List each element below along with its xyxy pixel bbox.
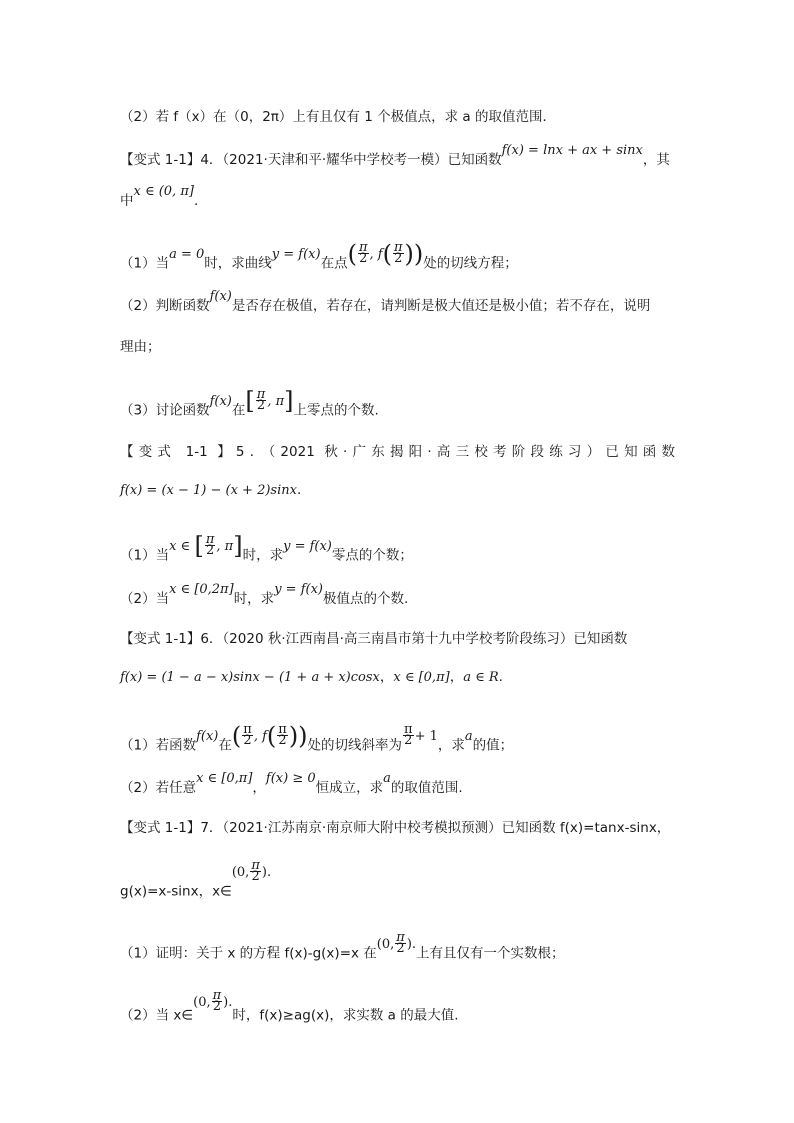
- text: g(x)=x-sinx，x∈: [120, 883, 232, 900]
- text: （2）若任意: [120, 780, 197, 796]
- text: （1）若函数: [120, 737, 197, 754]
- text: （3）讨论函数: [120, 402, 210, 419]
- pi: π: [358, 240, 368, 255]
- pi: π: [278, 722, 287, 737]
- two: 2: [278, 733, 287, 748]
- math-expression: y = f(x): [283, 538, 332, 554]
- pi: π: [404, 722, 413, 737]
- domain-expression: x ∈ (0, π]: [133, 184, 194, 199]
- text: 零点的个数；: [331, 547, 413, 564]
- text: 的值；: [472, 737, 514, 754]
- text: 时，求: [233, 591, 275, 607]
- problem-4-domain: [120, 184, 199, 212]
- text: 恒成立，求: [315, 780, 384, 796]
- text: 处的切线斜率为: [307, 737, 403, 754]
- problem-4-question-1: [120, 239, 518, 275]
- text: 上有且仅有一个实数根；: [416, 945, 565, 962]
- problem-4-tail: ，其: [642, 152, 670, 168]
- math-expression: f(x) = (1 − a − x)sinx − (1 + a + x)cosx: [120, 670, 380, 685]
- math-variable: a: [464, 728, 473, 744]
- math-expression: a ∈ R: [463, 670, 499, 685]
- math-expression: f(x): [209, 393, 232, 409]
- pi: π: [205, 532, 215, 547]
- math-expression: f(x) = (x − 1) − (x + 2)sinx: [120, 483, 297, 498]
- two: 2: [256, 398, 266, 413]
- pi: π: [396, 930, 405, 945]
- text: 中: [120, 193, 134, 209]
- plus-one: + 1: [414, 728, 438, 744]
- text: 在: [218, 737, 232, 754]
- problem-4-intro: 【变式 1-1】4．（2021·天津和平·耀华中学校考一模）已知函数: [120, 152, 502, 168]
- text: ，: [379, 669, 394, 685]
- interval-expression: (0, $\frac{\pi}{2}$ ).: [376, 930, 417, 956]
- pi: π: [256, 387, 266, 402]
- problem-4-function: f(x) = lnx + ax + sinx: [501, 143, 643, 158]
- problem-7-heading: 【变式 1-1】7．（2021·江苏南京·南京师大附中校考模拟预测）已知函数 f(x)=tanx-sinx，: [120, 820, 671, 836]
- problem-6-question-2: [120, 771, 463, 799]
- text: .: [193, 193, 199, 209]
- two: 2: [359, 251, 368, 266]
- problem-7-question-2: [120, 988, 459, 1027]
- text: 的取值范围.: [390, 780, 463, 796]
- problem-4-question-2: [120, 289, 651, 317]
- problem-5-question-2: [120, 582, 409, 610]
- problem-6-question-1: [120, 721, 514, 757]
- math-variable: a: [383, 771, 391, 786]
- two: 2: [212, 999, 222, 1014]
- text: 时，f(x)≥ag(x)，求实数 a 的最大值.: [232, 1007, 459, 1024]
- two: 2: [243, 733, 252, 748]
- interval-expression: [ $\frac{\pi}{2}$ , π]: [245, 386, 294, 415]
- problem-4-question-3: [120, 386, 379, 422]
- text: 时，求: [242, 547, 284, 564]
- math-expression: f(x) ≥ 0: [265, 771, 316, 786]
- pi: π: [243, 722, 252, 737]
- math-expression: x ∈ [0,2π]: [169, 582, 234, 597]
- condition-expression: x ∈ [ $\frac{\pi}{2}$ , π]: [169, 531, 243, 560]
- text: 是否存在极值，若存在，请判断是极大值还是极小值；若不存在，说明: [231, 298, 651, 314]
- two: 2: [394, 251, 403, 266]
- math-expression: a = 0: [169, 246, 205, 262]
- problem-6-heading: 【变式 1-1】6．（2020 秋·江西南昌·高三南昌市第十九中学校考阶段练习）已知函数: [120, 631, 628, 647]
- interval-expression: (0, $\frac{\pi}{2}$ ).: [231, 858, 272, 884]
- text: .: [498, 669, 503, 685]
- point-expression: ( $\frac{\pi}{2}$ , f( $\frac{\pi}{2}$ )): [231, 721, 308, 750]
- text: 上零点的个数.: [293, 402, 379, 419]
- slope-expression: [402, 722, 438, 748]
- text: （1）当: [120, 255, 170, 272]
- text: 在点: [320, 255, 348, 272]
- problem-5-heading: 【变式 1-1 】5．（2021 秋·广东揭阳·高三校考阶段练习）已知函数: [120, 444, 675, 460]
- math-expression: y = f(x): [274, 582, 323, 597]
- problem-5-function: [120, 480, 301, 501]
- problem-4-heading: [120, 143, 670, 171]
- text: （2）当 x∈: [120, 1007, 194, 1024]
- pi: π: [212, 988, 222, 1003]
- text: （1）证明：关于 x 的方程 f(x)-g(x)=x 在: [120, 945, 377, 962]
- text: 极值点的个数.: [322, 591, 409, 607]
- text: ，: [449, 669, 464, 685]
- pi: π: [393, 240, 403, 255]
- problem-4-question-2-cont: 理由；: [120, 339, 161, 355]
- problem-7-domain: [120, 858, 272, 903]
- math-expression: f(x): [196, 728, 219, 744]
- text: ，求: [437, 737, 465, 754]
- text: （1）当: [120, 547, 170, 564]
- text: （2）当: [120, 591, 170, 607]
- two: 2: [396, 941, 405, 956]
- text: ，: [252, 780, 266, 796]
- problem-7-question-1: [120, 930, 565, 965]
- text: 在: [231, 402, 246, 419]
- text: 时，求曲线: [204, 255, 272, 272]
- two: 2: [251, 869, 260, 884]
- math-expression: f(x): [209, 289, 232, 304]
- text: 处的切线方程；: [423, 255, 518, 272]
- question-2-line: （2）若 f（x）在（0，2π）上有且仅有 1 个极值点，求 a 的取值范围．: [120, 109, 556, 125]
- problem-6-function: [120, 667, 503, 688]
- pi: π: [251, 858, 260, 873]
- math-expression: x ∈ [0,π]: [393, 670, 450, 685]
- two: 2: [404, 733, 413, 748]
- math-expression: x ∈ [0,π]: [196, 771, 253, 786]
- text: .: [296, 482, 302, 498]
- point-expression: ( $\frac{\pi}{2}$ , f( $\frac{\pi}{2}$ )): [347, 239, 424, 268]
- problem-5-question-1: [120, 531, 413, 567]
- math-expression: y = f(x): [271, 246, 321, 262]
- text: （2）判断函数: [120, 298, 210, 314]
- interval-expression: (0, $\frac{\pi}{2}$ ).: [193, 988, 233, 1014]
- two: 2: [205, 543, 215, 558]
- x-in: x ∈: [169, 538, 191, 554]
